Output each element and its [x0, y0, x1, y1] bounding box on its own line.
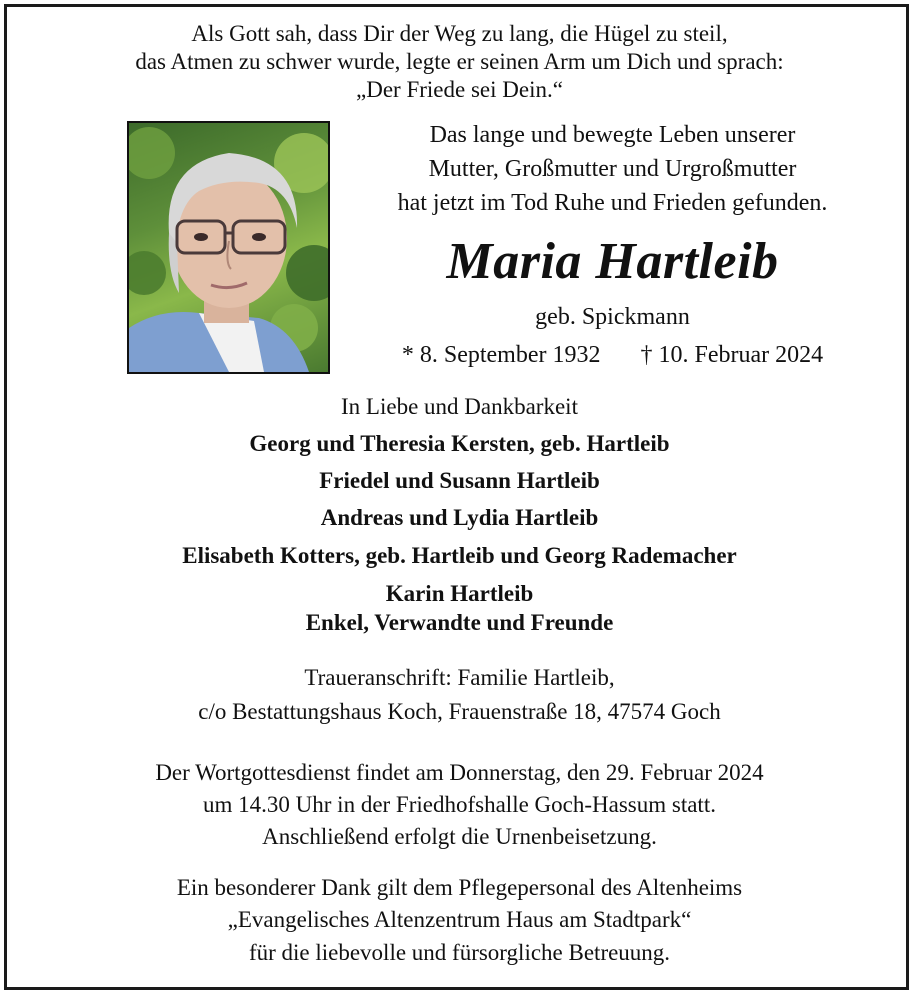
death-date: † 10. Februar 2024: [640, 342, 824, 368]
mourner-name: Friedel und Susann Hartleib: [319, 468, 600, 493]
mourner-name: Georg und Theresia Kersten, geb. Hartleib: [249, 431, 670, 456]
intro-line-3: hat jetzt im Tod Ruhe und Frieden gefunden.: [397, 190, 828, 216]
service-line-2: um 14.30 Uhr in der Friedhofshalle Goch-Hassum statt.: [203, 792, 716, 817]
thanks-line-2: „Evangelisches Altenzentrum Haus am Stadtpark“: [227, 907, 692, 932]
verse-line-1: Als Gott sah, dass Dir der Weg zu lang, die Hügel zu steil,: [191, 21, 728, 46]
life-dates: [345, 338, 880, 372]
portrait-photo: [127, 121, 330, 374]
maiden-name: geb. Spickmann: [535, 304, 690, 330]
mourners-intro: In Liebe und Dankbarkeit: [341, 394, 578, 419]
mourner-name: Karin Hartleib: [385, 581, 534, 606]
address-line-1: Traueranschrift: Familie Hartleib,: [304, 665, 615, 690]
mourner-name: Elisabeth Kotters, geb. Hartleib und Georg Rademacher: [182, 543, 737, 568]
verse-line-2: das Atmen zu schwer wurde, legte er seinen Arm um Dich und sprach:: [135, 49, 784, 74]
mourner-name: Enkel, Verwandte und Freunde: [305, 610, 614, 635]
deceased-name: Maria Hartleib: [446, 233, 779, 290]
address-line-2: c/o Bestattungshaus Koch, Frauenstraße 18, 47574 Goch: [198, 699, 721, 724]
verse-line-3: „Der Friede sei Dein.“: [356, 77, 563, 102]
intro-line-2: Mutter, Großmutter und Urgroßmutter: [428, 156, 797, 182]
mourner-name: Andreas und Lydia Hartleib: [320, 505, 599, 530]
thanks-line-1: Ein besonderer Dank gilt dem Pflegepersonal des Altenheims: [176, 875, 743, 900]
intro-line-1: Das lange und bewegte Leben unserer: [429, 122, 796, 148]
birth-date: * 8. September 1932: [401, 342, 601, 368]
service-line-1: Der Wortgottesdienst findet am Donnerstag, den 29. Februar 2024: [155, 760, 764, 785]
thanks-line-3: für die liebevolle und fürsorgliche Betreuung.: [248, 940, 671, 965]
service-line-3: Anschließend erfolgt die Urnenbeisetzung.: [262, 824, 657, 849]
